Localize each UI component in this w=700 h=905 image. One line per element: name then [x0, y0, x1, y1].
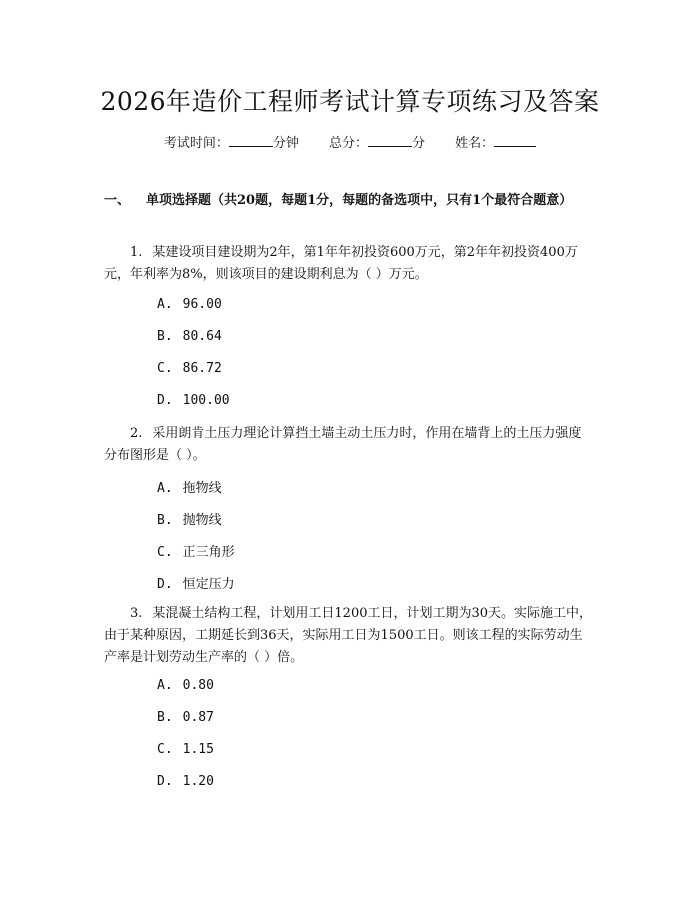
- total-score-label: 总分：: [328, 136, 368, 151]
- option-text: 0.87: [182, 710, 214, 725]
- question-3-option-c[interactable]: [157, 742, 214, 757]
- question-text: 某建设项目建设期为2年，第1年年初投资600万元，第2年年初投资400万元，年利率为8%，则该项目的建设期利息为（ ）万元。: [104, 245, 578, 282]
- option-letter: B.: [157, 329, 173, 344]
- question-3-option-a[interactable]: [157, 678, 214, 693]
- student-name: [455, 136, 536, 151]
- question-3: [104, 603, 594, 669]
- question-2-option-b[interactable]: [157, 509, 222, 528]
- section-title: 单项选择题（共20题，每题1分，每题的备选项中，只有1个最符合题意）: [146, 193, 573, 208]
- option-text: 抛物线: [182, 513, 222, 528]
- section-heading: [104, 190, 594, 212]
- option-text: 96.00: [182, 297, 222, 312]
- student-name-label: 姓名：: [455, 136, 495, 151]
- question-2-option-c[interactable]: [157, 541, 235, 560]
- question-2: [104, 423, 594, 467]
- option-text: 0.80: [182, 678, 214, 693]
- question-1-option-d[interactable]: [157, 393, 230, 408]
- option-letter: D.: [157, 577, 173, 592]
- option-letter: D.: [157, 393, 173, 408]
- option-letter: A.: [157, 481, 173, 496]
- question-3-option-b[interactable]: [157, 710, 214, 725]
- question-text: 采用朗肯土压力理论计算挡土墙主动土压力时，作用在墙背上的土压力强度分布图形是（ ）。: [104, 426, 582, 463]
- question-number: 2.: [130, 426, 143, 441]
- question-3-option-d[interactable]: [157, 774, 214, 789]
- total-score-blank[interactable]: [368, 133, 412, 147]
- question-1-option-c[interactable]: [157, 361, 222, 376]
- page-title: 2026年造价工程师考试计算专项练习及答案: [100, 87, 600, 116]
- question-2-option-d[interactable]: [157, 573, 235, 592]
- option-letter: C.: [157, 742, 173, 757]
- option-text: 拖物线: [182, 481, 222, 496]
- total-score-unit: 分: [412, 136, 426, 151]
- option-text: 恒定压力: [182, 577, 235, 592]
- option-text: 1.15: [182, 742, 214, 757]
- exam-meta: [0, 132, 700, 151]
- question-number: 3.: [130, 606, 143, 621]
- exam-time-label: 考试时间：: [163, 136, 229, 151]
- total-score: [329, 136, 429, 151]
- option-text: 80.64: [182, 329, 222, 344]
- option-letter: C.: [157, 361, 173, 376]
- option-letter: A.: [157, 297, 173, 312]
- option-letter: D.: [157, 774, 173, 789]
- option-text: 1.20: [182, 774, 214, 789]
- option-letter: C.: [157, 545, 173, 560]
- option-letter: B.: [157, 513, 173, 528]
- question-number: 1.: [130, 245, 143, 260]
- option-text: 86.72: [182, 361, 222, 376]
- question-1-option-a[interactable]: [157, 297, 222, 312]
- option-text: 正三角形: [182, 545, 235, 560]
- question-text: 某混凝土结构工程，计划用工日1200工日，计划工期为30天。实际施工中，由于某种原因，工期延长到36天，实际用工日为1500工日。则该工程的实际劳动生产率是计划劳动生产率的（ ）倍。: [104, 606, 593, 665]
- student-name-blank[interactable]: [494, 133, 536, 147]
- question-1-option-b[interactable]: [157, 329, 222, 344]
- question-1: [104, 242, 594, 286]
- exam-time-blank[interactable]: [229, 133, 273, 147]
- section-number: 一、: [104, 193, 131, 208]
- option-text: 100.00: [182, 393, 230, 408]
- exam-time-unit: 分钟: [272, 136, 299, 151]
- exam-time: [164, 136, 303, 151]
- option-letter: A.: [157, 678, 173, 693]
- option-letter: B.: [157, 710, 173, 725]
- question-2-option-a[interactable]: [157, 477, 222, 496]
